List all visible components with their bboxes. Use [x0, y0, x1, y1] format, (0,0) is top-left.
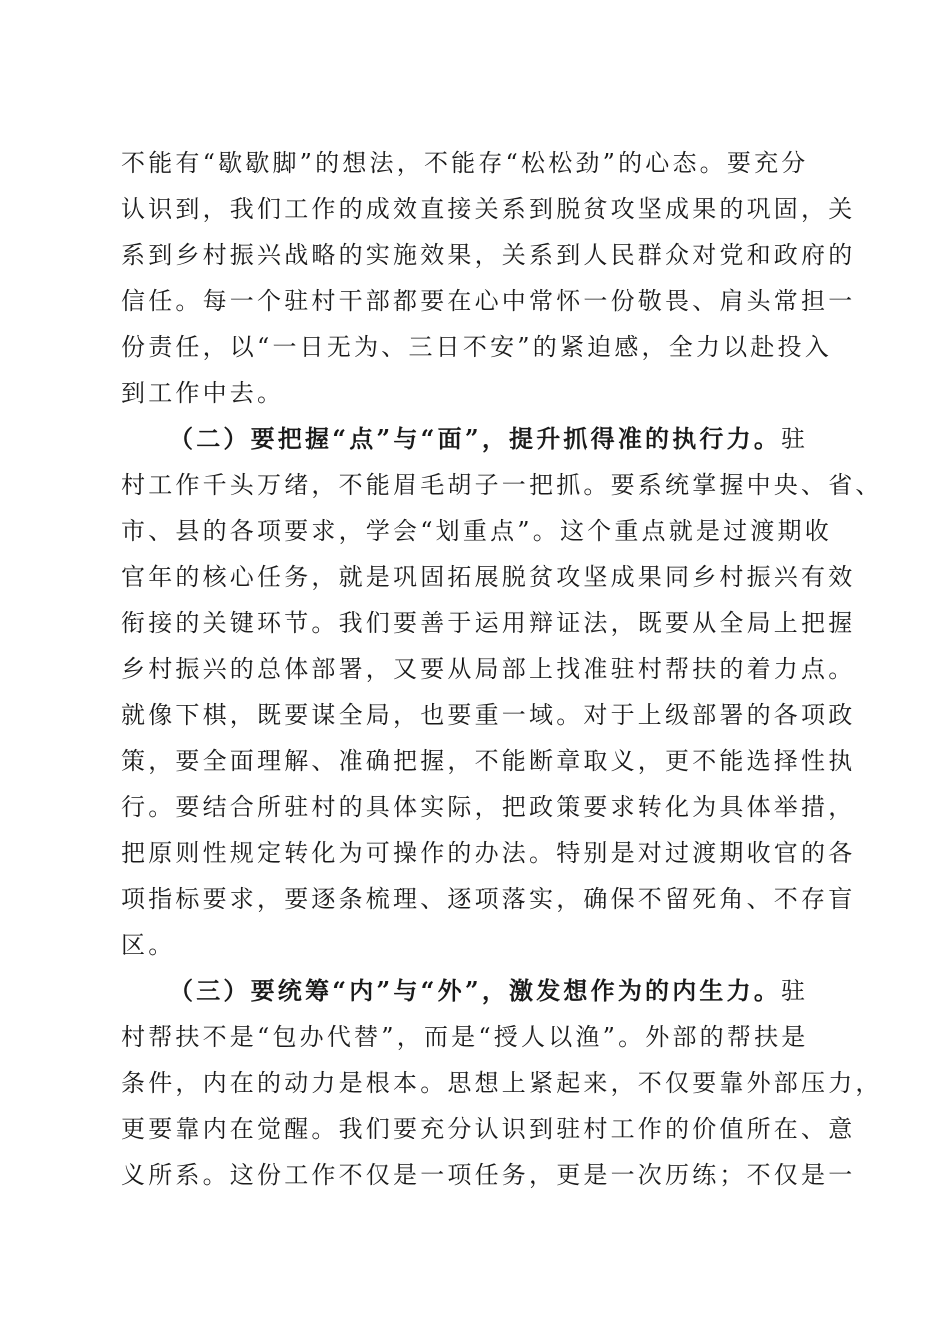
paragraph-section-3 [121, 968, 883, 1198]
heading-line-rest: 驻 [781, 425, 809, 453]
text-line: 条件，内在的动力是根本。思想上紧起来，不仅要靠外部压力， [121, 1069, 883, 1097]
text-line: 认识到，我们工作的成效直接关系到脱贫攻坚成果的巩固，关 [121, 195, 856, 223]
text-line: 项指标要求，要逐条梳理、逐项落实，确保不留死角、不存盲 [121, 885, 856, 913]
text-line: 村工作千头万绪，不能眉毛胡子一把抓。要系统掌握中央、省、 [121, 471, 883, 499]
section-heading: （三）要统筹“内”与“外”，激发想作为的内生力。 [169, 976, 782, 1005]
text-line: 不能有“歇歇脚”的想法，不能存“松松劲”的心态。要充分 [121, 149, 809, 177]
section-heading: （二）要把握“点”与“面”，提升抓得准的执行力。 [169, 424, 782, 453]
text-line: 信任。每一个驻村干部都要在心中常怀一份敬畏、肩头常担一 [121, 287, 856, 315]
text-line: 市、县的各项要求，学会“划重点”。这个重点就是过渡期收 [121, 517, 832, 545]
paragraph-continuation [121, 140, 856, 416]
text-line: 乡村振兴的总体部署，又要从局部上找准驻村帮扶的着力点。 [121, 655, 856, 683]
text-line: 把原则性规定转化为可操作的办法。特别是对过渡期收官的各 [121, 839, 856, 867]
body-text [121, 140, 883, 1198]
text-line: 系到乡村振兴战略的实施效果，关系到人民群众对党和政府的 [121, 241, 856, 269]
text-line: 义所系。这份工作不仅是一项任务，更是一次历练；不仅是一 [121, 1161, 856, 1189]
text-line: 区。 [121, 931, 176, 959]
text-line: 行。要结合所驻村的具体实际，把政策要求转化为具体举措， [121, 793, 856, 821]
heading-line-rest: 驻 [781, 977, 809, 1005]
text-line: 策，要全面理解、准确把握，不能断章取义，更不能选择性执 [121, 747, 856, 775]
text-line: 官年的核心任务，就是巩固拓展脱贫攻坚成果同乡村振兴有效 [121, 563, 856, 591]
paragraph-section-2 [121, 416, 883, 968]
text-line: 更要靠内在觉醒。我们要充分认识到驻村工作的价值所在、意 [121, 1115, 856, 1143]
text-line: 衔接的关键环节。我们要善于运用辩证法，既要从全局上把握 [121, 609, 856, 637]
text-line: 到工作中去。 [121, 379, 285, 407]
text-line: 村帮扶不是“包办代替”，而是“授人以渔”。外部的帮扶是 [121, 1023, 809, 1051]
text-line: 就像下棋，既要谋全局，也要重一域。对于上级部署的各项政 [121, 701, 856, 729]
section-heading-line [121, 416, 833, 462]
section-heading-line [121, 968, 833, 1014]
text-line: 份责任，以“一日无为、三日不安”的紧迫感，全力以赴投入 [121, 333, 832, 361]
